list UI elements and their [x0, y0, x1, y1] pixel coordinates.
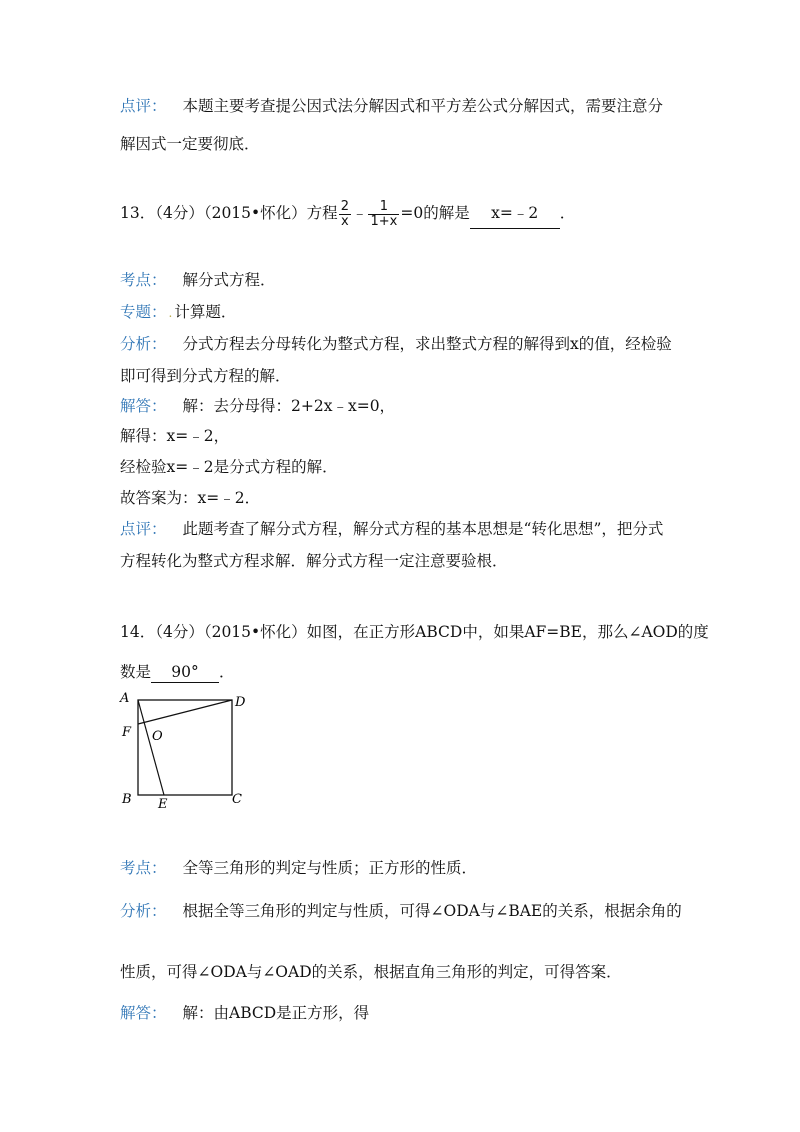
q13-kaodian-line	[120, 270, 276, 290]
q13-end: ．	[559, 204, 576, 222]
q14-fenxi-line-2	[120, 962, 622, 982]
q14-kaodian-line	[120, 858, 477, 878]
q13-jieda-line-3	[120, 457, 338, 477]
label-b: B	[122, 792, 132, 807]
review-line-1	[120, 96, 663, 116]
q13-kaodian: 解分式方程．	[182, 271, 276, 289]
question-14-line-2	[120, 662, 235, 683]
q13-jieda-4: 故答案为：x=﹣2．	[120, 489, 261, 507]
label-d: D	[235, 695, 246, 710]
q13-dianping-line-1	[120, 519, 663, 539]
q13-zhuanti: 计算题．	[174, 303, 237, 321]
q13-fenxi-1: 分式方程去分母转化为整式方程，求出整式方程的解得到x的值，经检验	[182, 335, 672, 353]
label-c: C	[232, 792, 242, 807]
q14-jieda-line-1	[120, 1003, 369, 1023]
q14-jieda-1: 解：由ABCD是正方形，得	[182, 1004, 370, 1022]
segment-fd	[138, 700, 232, 724]
q13-dianping-line-2	[120, 551, 508, 571]
q13-frac2-den: 1+x	[370, 213, 398, 229]
review-text-2: 解因式一定要彻底．	[120, 135, 260, 153]
question-13	[120, 198, 575, 229]
q13-jieda-line-1	[120, 396, 395, 416]
q13-kaodian-tag: 考点：	[120, 271, 167, 289]
q13-jieda-line-4	[120, 488, 260, 508]
q13-mid: =0的解是	[400, 204, 470, 222]
q13-fenxi-tag: 分析：	[120, 335, 167, 353]
q14-text-1: 14．（4分）（2015•怀化）如图，在正方形ABCD中，如果AF=BE，那么∠AOD的度	[120, 623, 709, 641]
q13-jieda-tag: 解答：	[120, 397, 167, 415]
q14-answer: 90°	[151, 662, 219, 683]
q13-jieda-2: 解得：x=﹣2，	[120, 427, 230, 445]
square-figure	[115, 688, 260, 813]
label-a: A	[120, 691, 130, 706]
segment-ae	[138, 700, 164, 795]
q13-zhuanti-line	[120, 302, 236, 323]
q13-zhuanti-tag: 专题：	[120, 303, 167, 321]
q14-fenxi-2: 性质，可得∠ODA与∠OAD的关系，根据直角三角形的判定，可得答案．	[120, 963, 622, 981]
review-text-1: 本题主要考查提公因式法分解因式和平方差公式分解因式，需要注意分	[182, 97, 664, 115]
q14-jieda-tag: 解答：	[120, 1004, 167, 1022]
q13-dianping-tag: 点评：	[120, 520, 167, 538]
q13-frac1-den: x	[340, 213, 349, 229]
label-e: E	[158, 797, 168, 812]
label-f: F	[122, 725, 132, 740]
q13-fenxi-line-1	[120, 334, 672, 354]
q13-prefix: 13．（4分）（2015•怀化）方程	[120, 204, 338, 222]
question-14-line-1	[120, 622, 709, 642]
review-line-2	[120, 134, 260, 154]
decorative-dot-icon: .	[168, 306, 173, 320]
review-tag: 点评：	[120, 97, 167, 115]
q14-prefix: 数是	[120, 663, 152, 681]
label-o: O	[152, 729, 163, 744]
q14-end: ．	[219, 663, 235, 681]
q13-dianping-2: 方程转化为整式方程求解．解分式方程一定注意要验根．	[120, 552, 508, 570]
q13-jieda-1: 解：去分母得：2+2x﹣x=0，	[182, 397, 396, 415]
q14-kaodian-tag: 考点：	[120, 859, 167, 877]
q13-frac2-num: 1	[368, 200, 399, 215]
q14-fenxi-line-1	[120, 901, 682, 921]
square-abcd	[138, 700, 232, 795]
q13-jieda-line-2	[120, 426, 229, 446]
q14-kaodian: 全等三角形的判定与性质；正方形的性质．	[182, 859, 478, 877]
q13-fenxi-2: 即可得到分式方程的解．	[120, 367, 291, 385]
q14-fenxi-tag: 分析：	[120, 902, 167, 920]
q13-answer: x=﹣2	[470, 198, 560, 229]
q13-frac1-num: 2	[340, 198, 349, 214]
q13-jieda-3: 经检验x=﹣2是分式方程的解．	[120, 458, 338, 476]
q13-dianping-1: 此题考查了解分式方程，解分式方程的基本思想是“转化思想”，把分式	[182, 520, 664, 538]
q13-fraction-2	[368, 200, 399, 229]
q14-fenxi-1: 根据全等三角形的判定与性质，可得∠ODA与∠BAE的关系，根据余角的	[182, 902, 682, 920]
q13-fraction-1	[339, 200, 351, 229]
q13-fenxi-line-2	[120, 366, 291, 386]
q13-minus: ﹣	[351, 204, 368, 222]
